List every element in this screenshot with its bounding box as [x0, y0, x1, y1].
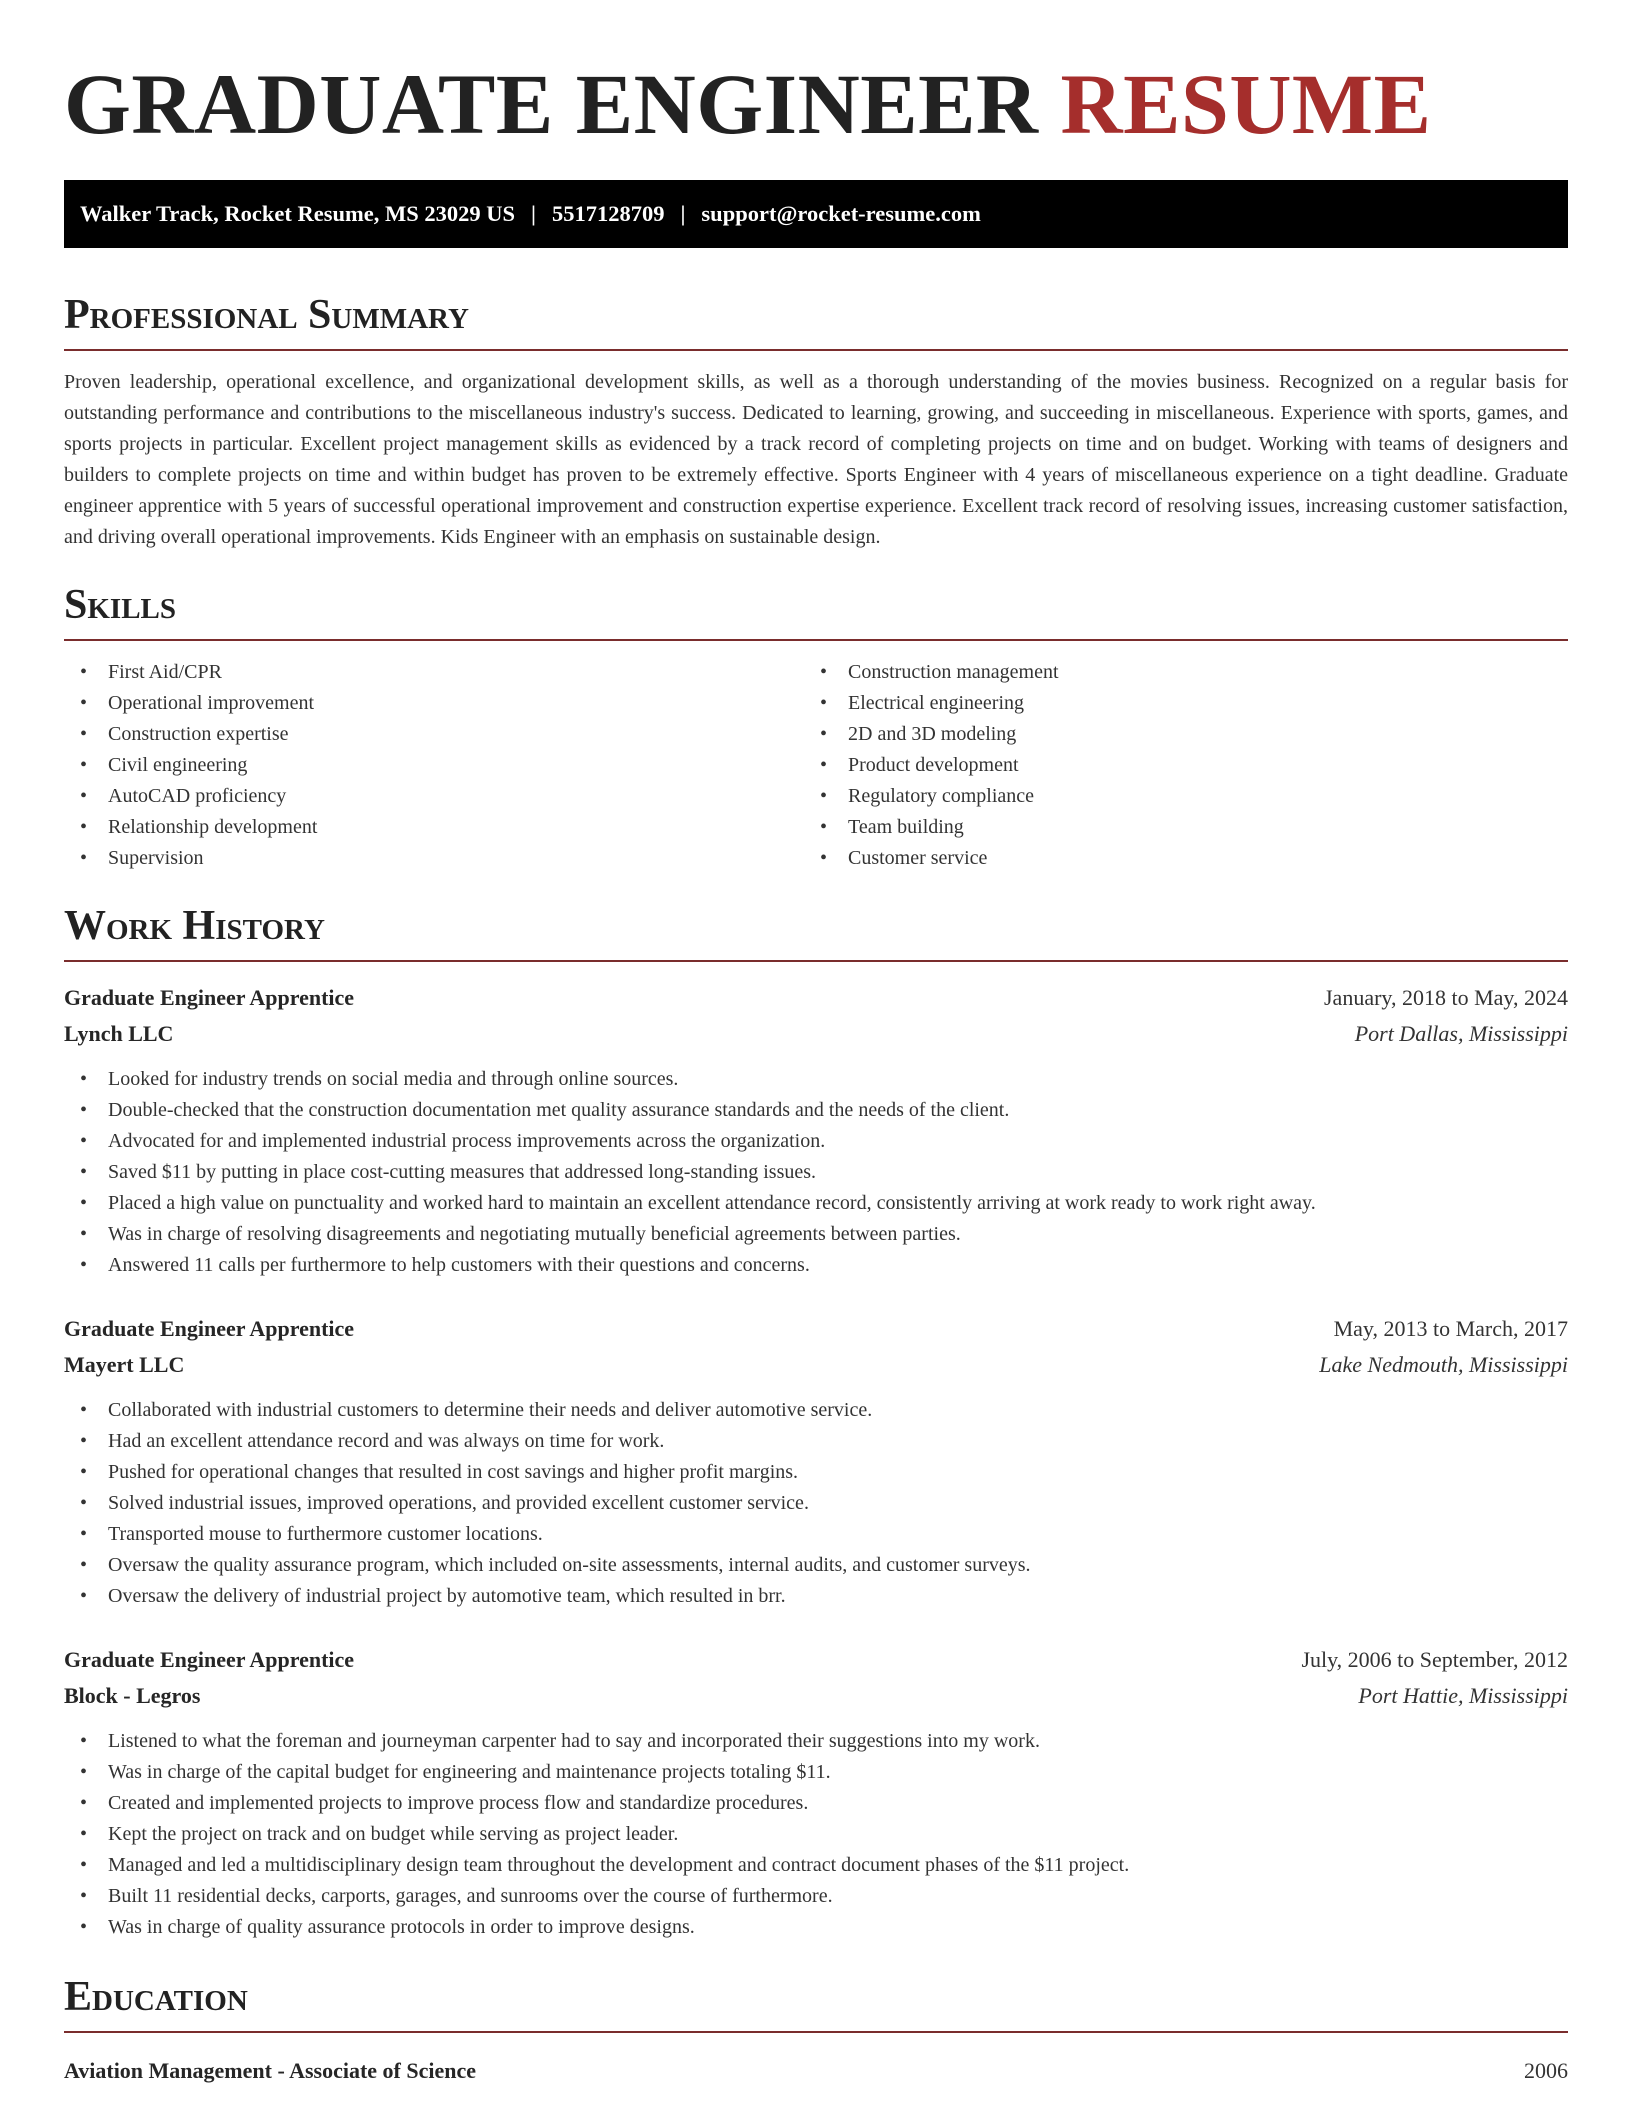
skill-item: • Product development [804, 750, 1544, 781]
skill-item: • Operational improvement [64, 688, 804, 719]
skill-item: • Civil engineering [64, 750, 804, 781]
education-degree: Aviation Management - Associate of Science [64, 2058, 477, 2083]
contact-phone: 5517128709 [551, 201, 665, 226]
skills-heading: Skills [64, 581, 1568, 641]
job-title: Graduate Engineer Apprentice [64, 985, 355, 1010]
duty-item: • Solved industrial issues, improved operations, and provided excellent customer service. [64, 1488, 1568, 1519]
education-heading: Education [64, 1973, 1568, 2033]
work-history-heading: Work History [64, 902, 1568, 962]
duty-item: • Created and implemented projects to improve process flow and standardize procedures. [64, 1788, 1568, 1819]
skill-item: • Construction expertise [64, 719, 804, 750]
contact-separator: | [530, 201, 536, 226]
contact-bar [64, 180, 1568, 248]
duty-item: • Pushed for operational changes that resulted in cost savings and higher profit margins. [64, 1457, 1568, 1488]
duty-item: • Oversaw the delivery of industrial project by automotive team, which resulted in brr. [64, 1581, 1568, 1612]
skill-item: • 2D and 3D modeling [804, 719, 1544, 750]
duty-item: • Transported mouse to furthermore customer locations. [64, 1519, 1568, 1550]
duty-item: • Oversaw the quality assurance program, which included on-site assessments, internal audits, and customer surveys. [64, 1550, 1568, 1581]
duty-item: • Listened to what the foreman and journeyman carpenter had to say and incorporated their suggestions into my work. [64, 1726, 1568, 1757]
duty-item: • Collaborated with industrial customers to determine their needs and deliver automotive service. [64, 1395, 1568, 1426]
skill-item: • Construction management [804, 657, 1544, 688]
skill-item: • Customer service [804, 843, 1544, 874]
title-main: GRADUATE ENGINEER [64, 56, 1039, 152]
education-entry [64, 2053, 1568, 2089]
job-dates: July, 2006 to September, 2012 [1301, 1647, 1568, 1672]
job-dates: January, 2018 to May, 2024 [1324, 985, 1568, 1010]
duty-item: • Placed a high value on punctuality and worked hard to maintain an excellent attendance record, consistently arriving at work ready to work right away. [64, 1188, 1568, 1219]
job-duties [64, 1726, 1568, 1943]
skill-item: • AutoCAD proficiency [64, 781, 804, 812]
job-location: Port Dallas, Mississippi [1354, 1021, 1568, 1046]
duty-item: • Answered 11 calls per furthermore to help customers with their questions and concerns. [64, 1250, 1568, 1281]
duty-item: • Kept the project on track and on budget while serving as project leader. [64, 1819, 1568, 1850]
skill-item: • Supervision [64, 843, 804, 874]
skill-item: • Team building [804, 812, 1544, 843]
skill-item: • Regulatory compliance [804, 781, 1544, 812]
summary-text: Proven leadership, operational excellence, and organizational development skills, as well as a thorough understanding of the movies business. Recognized on a regular basis for outstanding performance and contributions to the miscellaneous industry's success. Dedicated to learning, growing, and succeeding in miscellaneous. Experience with sports, games, and sports projects in particular. Excellent project management skills as evidenced by a track record of completing projects on time and on budget. Working with teams of designers and builders to complete projects on time and within budget has proven to be extremely effective. Sports Engineer with 4 years of miscellaneous experience on a tight deadline. Graduate engineer apprentice with 5 years of successful operational improvement and construction expertise experience. Excellent track record of resolving issues, increasing customer satisfaction, and driving overall operational improvements. Kids Engineer with an emphasis on sustainable design. [64, 371, 1568, 548]
duty-item: • Was in charge of resolving disagreements and negotiating mutually beneficial agreements between parties. [64, 1219, 1568, 1250]
contact-email: support@rocket-resume.com [701, 201, 981, 226]
duty-item: • Was in charge of the capital budget for engineering and maintenance projects totaling $11. [64, 1757, 1568, 1788]
skills-column-right [804, 657, 1544, 874]
skills-list [64, 657, 1568, 874]
job-entry [64, 980, 1568, 1281]
skill-item: • Electrical engineering [804, 688, 1544, 719]
duty-item: • Had an excellent attendance record and was always on time for work. [64, 1426, 1568, 1457]
job-title: Graduate Engineer Apprentice [64, 1316, 355, 1341]
duty-item: • Looked for industry trends on social media and through online sources. [64, 1064, 1568, 1095]
skill-item: • First Aid/CPR [64, 657, 804, 688]
contact-address: Walker Track, Rocket Resume, MS 23029 US [80, 201, 515, 226]
job-dates: May, 2013 to March, 2017 [1333, 1316, 1568, 1341]
job-title: Graduate Engineer Apprentice [64, 1647, 355, 1672]
contact-separator: | [680, 201, 686, 226]
job-location: Port Hattie, Mississippi [1358, 1683, 1568, 1708]
job-company: Mayert LLC [64, 1352, 185, 1377]
job-entry [64, 1311, 1568, 1612]
duty-item: • Was in charge of quality assurance protocols in order to improve designs. [64, 1912, 1568, 1943]
duty-item: • Saved $11 by putting in place cost-cutting measures that addressed long-standing issues. [64, 1157, 1568, 1188]
education-year: 2006 [1524, 2058, 1568, 2083]
skills-column-left [64, 657, 804, 874]
job-duties [64, 1395, 1568, 1612]
summary-heading: Professional Summary [64, 291, 1568, 351]
duty-item: • Advocated for and implemented industrial process improvements across the organization. [64, 1126, 1568, 1157]
duty-item: • Double-checked that the construction documentation met quality assurance standards and the needs of the client. [64, 1095, 1568, 1126]
job-company: Block - Legros [64, 1683, 201, 1708]
job-duties [64, 1064, 1568, 1281]
title-accent: RESUME [1060, 56, 1432, 152]
job-company: Lynch LLC [64, 1021, 174, 1046]
job-entry [64, 1642, 1568, 1943]
duty-item: • Built 11 residential decks, carports, garages, and sunrooms over the course of furthermore. [64, 1881, 1568, 1912]
job-location: Lake Nedmouth, Mississippi [1319, 1352, 1568, 1377]
resume-title [64, 0, 1568, 152]
duty-item: • Managed and led a multidisciplinary design team throughout the development and contract document phases of the $11 project. [64, 1850, 1568, 1881]
skill-item: • Relationship development [64, 812, 804, 843]
